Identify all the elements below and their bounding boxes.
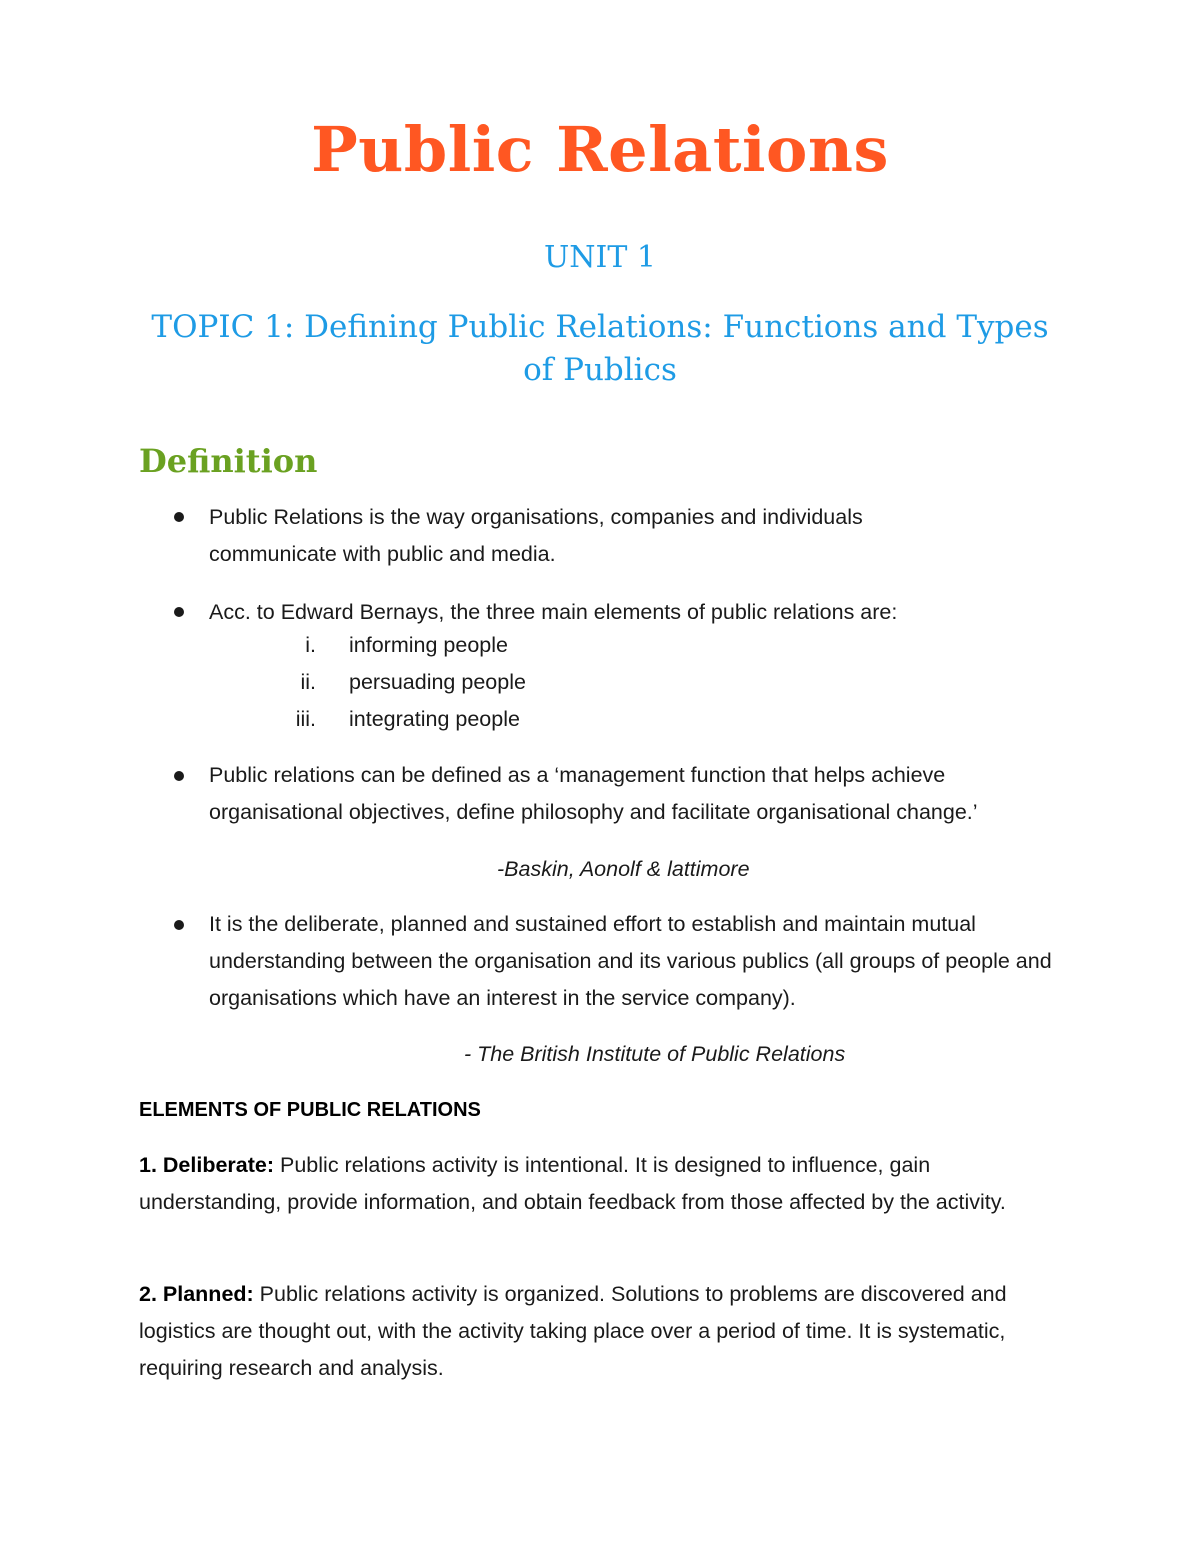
bullet-dot [174,607,184,617]
element-term: 2. Planned: [139,1282,254,1306]
sublist-item: persuading people [349,670,526,694]
definition-bullet-2: Acc. to Edward Bernays, the three main elements of public relations are: [209,600,898,624]
document-title: Public Relations [311,113,889,186]
sublist-item: informing people [349,633,508,657]
element-description: Public relations activity is intentional. It is designed to influence, gain understanding, provide information, and obtain feedback from those affected by the activity. [139,1153,1006,1214]
definition-heading: Definition [139,442,318,480]
quote-attribution: - The British Institute of Public Relations [464,1042,846,1066]
elements-heading: ELEMENTS OF PUBLIC RELATIONS [139,1099,481,1121]
topic-heading: TOPIC 1: Defining Public Relations: Functions and Types of Publics [151,309,1049,388]
definition-bullet-3: Public relations can be defined as a ‘management function that helps achieve organisational objectives, define philosophy and facilitate organisational change.’ [209,763,978,824]
definition-bullet-1: Public Relations is the way organisations, companies and individuals communicate with public and media. [209,505,863,566]
unit-heading: UNIT 1 [543,240,657,275]
element-description: Public relations activity is organized. Solutions to problems are discovered and logistics are thought out, with the activity taking place over a period of time. It is systematic, requiring research and analysis. [139,1282,1007,1380]
bullet-dot [174,512,184,522]
roman-numeral: iii. [295,707,316,731]
bullet-dot [174,920,184,930]
bullet-dot [174,771,184,781]
sublist-item: integrating people [349,707,520,731]
roman-numeral: ii. [300,670,316,694]
element-paragraph [139,1147,1069,1221]
quote-attribution: -Baskin, Aonolf & lattimore [497,857,750,881]
element-term: 1. Deliberate: [139,1153,275,1177]
roman-numeral: i. [305,633,316,657]
definition-bullet-4: It is the deliberate, planned and sustained effort to establish and maintain mutual understanding between the organisation and its various publics (all groups of people and organisations which have an interest in the service company). [209,912,1052,1010]
element-paragraph [139,1276,1059,1387]
